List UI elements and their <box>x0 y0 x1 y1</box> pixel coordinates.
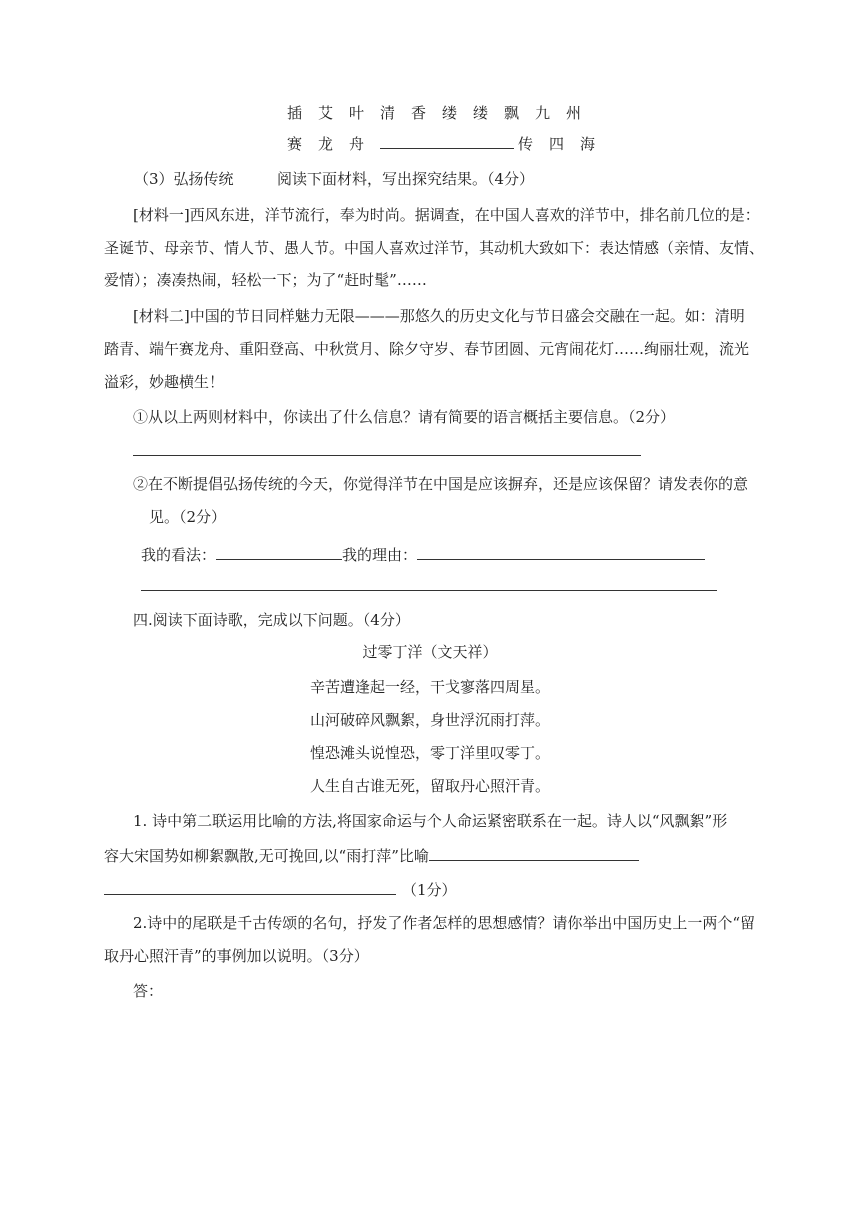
material2-line-3: 溢彩，妙趣横生！ <box>104 373 225 391</box>
q1-blank[interactable] <box>429 844 639 861</box>
section4-question-1-line-1: 1. 诗中第二联运用比喻的方法,将国家命运与个人命运紧密联系在一起。诗人以“风飘絮”形 <box>133 812 728 830</box>
view-label: 我的看法： <box>141 546 217 564</box>
poem-line-2: 山河破碎风飘絮，身世浮沉雨打萍。 <box>309 711 550 729</box>
section3-question-2-line-2: 见。（2分） <box>149 508 227 526</box>
material1-line-1: [材料一]西风东进，洋节流行，奉为时尚。据调查，在中国人喜欢的洋节中，排名前几位的是： <box>133 206 760 224</box>
poem-title: 过零丁洋（文天祥） <box>362 643 498 661</box>
section3-instruction: 阅读下面材料，写出探究结果。（4分） <box>277 170 535 188</box>
section4-question-1-line-2 <box>104 844 639 866</box>
section3-question-1: ①从以上两则材料中，你读出了什么信息？请有简要的语言概括主要信息。（2分） <box>133 408 676 426</box>
section4-heading: 四.阅读下面诗歌，完成以下问题。（4分） <box>133 611 410 629</box>
view-blank[interactable] <box>216 543 342 560</box>
couplet-blank[interactable] <box>380 132 514 149</box>
section4-question-2-line-1: 2.诗中的尾联是千古传颂的名句，抒发了作者怎样的思想感情？请你举出中国历史上一两个“留 <box>133 914 755 932</box>
couplet-line-2 <box>287 132 611 154</box>
section3-heading: （3）弘扬传统 <box>134 170 234 188</box>
answer-line-q1[interactable] <box>133 455 641 456</box>
answer-line-reason[interactable] <box>141 590 717 591</box>
material1-line-3: 爱情）；凑凑热闹，轻松一下；为了“赶时髦”…… <box>104 271 427 289</box>
material2-line-2: 踏青、端午赛龙舟、重阳登高、中秋赏月、除夕守岁、春节团圆、元宵闹花灯……绚丽壮观，流光 <box>104 340 750 358</box>
section4-question-2-line-2: 取丹心照汗青”的事例加以说明。（3分） <box>104 947 369 965</box>
answer-label: 答： <box>133 982 164 1000</box>
couplet-line-2-start: 赛龙舟 <box>287 135 381 153</box>
material2-line-1: [材料二]中国的节日同样魅力无限———那悠久的历史文化与节日盛会交融在一起。如：清明 <box>133 307 745 325</box>
couplet-line-2-end: 传四海 <box>518 135 612 153</box>
q1-blank-2[interactable] <box>104 878 396 895</box>
reason-label: 我的理由： <box>342 546 418 564</box>
opinion-row <box>141 543 705 565</box>
poem-line-4: 人生自古谁无死，留取丹心照汗青。 <box>309 777 550 795</box>
section3-question-2-line-1: ②在不断提倡弘扬传统的今天，你觉得洋节在中国是应该摒弃，还是应该保留？请发表你的意 <box>133 475 749 493</box>
poem-line-1: 辛苦遭逢起一经，干戈寥落四周星。 <box>309 678 550 696</box>
q1-score: （1分） <box>402 881 457 899</box>
couplet-line-1: 插艾叶清香缕缕飘九州 <box>287 104 598 122</box>
section4-question-1-line-3 <box>104 878 457 900</box>
poem-line-3: 惶恐滩头说惶恐，零丁洋里叹零丁。 <box>309 744 550 762</box>
material1-line-2: 圣诞节、母亲节、情人节、愚人节。中国人喜欢过洋节，其动机大致如下：表达情感（亲情、友情、 <box>104 239 765 257</box>
reason-blank[interactable] <box>417 543 705 560</box>
q1-line-2-text: 容大宋国势如柳絮飘散,无可挽回,以“雨打萍”比喻 <box>104 847 429 865</box>
